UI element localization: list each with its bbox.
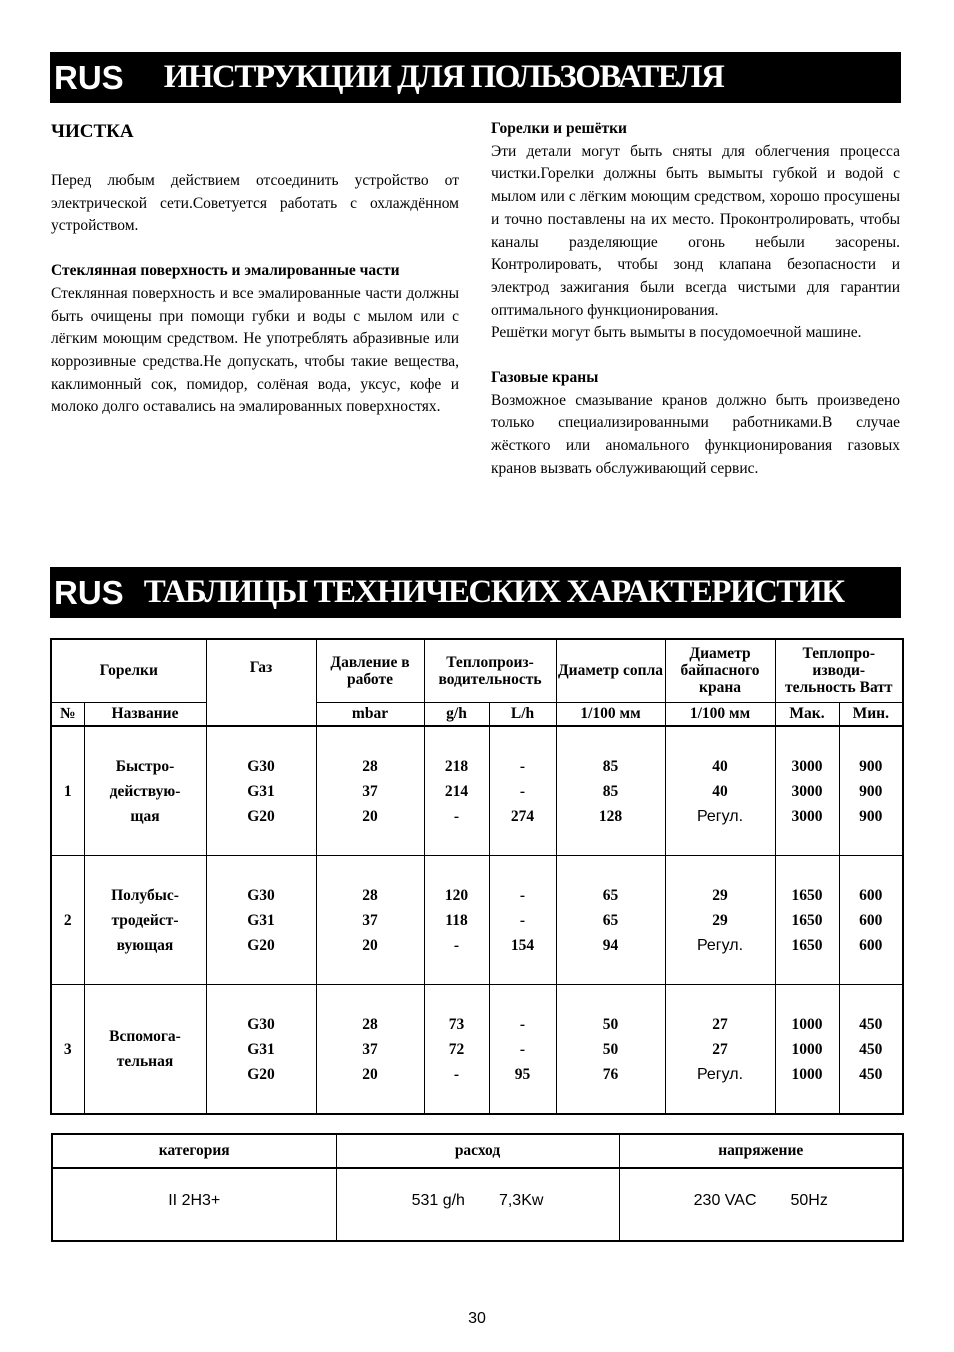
cell-nozzle-line: 76 bbox=[602, 1065, 619, 1083]
cell-max-line: 1650 bbox=[791, 911, 823, 929]
cell-pressure-line: 28 bbox=[362, 757, 378, 775]
voltage-value bbox=[619, 1168, 903, 1241]
cell-nozzle bbox=[556, 726, 665, 856]
cell-bypass bbox=[665, 856, 775, 985]
cell-max bbox=[775, 726, 839, 856]
cell-bypass-line: 29 bbox=[712, 886, 728, 904]
cell-lh bbox=[489, 726, 556, 856]
cell-gh-line: 72 bbox=[448, 1040, 465, 1058]
cell-lh-line: 274 bbox=[510, 807, 535, 825]
cell-gh-line: - bbox=[453, 1065, 460, 1083]
cell-gas bbox=[206, 856, 316, 985]
cell-lh-line: - bbox=[519, 757, 526, 775]
cell-nozzle-line: 128 bbox=[598, 807, 623, 825]
frequency: 50Hz bbox=[790, 1192, 828, 1209]
cell-nozzle-line: 50 bbox=[602, 1015, 619, 1033]
cell-gas-line: G20 bbox=[247, 807, 275, 825]
cell-gh-line: - bbox=[453, 807, 460, 825]
cell-gas-line: G30 bbox=[247, 757, 275, 775]
cell-bypass-line: 40 bbox=[712, 782, 728, 800]
cell-min bbox=[839, 726, 903, 856]
cell-lh bbox=[489, 856, 556, 985]
header-min: Мин. bbox=[839, 702, 903, 726]
cell-nozzle bbox=[556, 856, 665, 985]
cell-pressure-line: 20 bbox=[362, 1065, 378, 1083]
cell-name bbox=[84, 726, 206, 856]
cell-gas bbox=[206, 726, 316, 856]
category-value: II 2H3+ bbox=[52, 1168, 336, 1241]
header-nozzle-unit: 1/100 мм bbox=[556, 702, 665, 726]
table-row bbox=[51, 726, 903, 856]
cell-max-line: 3000 bbox=[791, 757, 823, 775]
header-max: Мак. bbox=[775, 702, 839, 726]
cell-lh-line: - bbox=[519, 1015, 526, 1033]
cell-min-line: 450 bbox=[859, 1015, 883, 1033]
cell-name-line: тельная bbox=[116, 1053, 174, 1070]
cell-bypass-line: 27 bbox=[712, 1040, 728, 1058]
cell-min-line: 600 bbox=[859, 886, 883, 904]
cell-nozzle-line: 94 bbox=[602, 936, 619, 954]
cell-name-line: вующая bbox=[116, 936, 174, 954]
cell-name-line: Полубыс- bbox=[111, 886, 179, 904]
cell-bypass-line: 40 bbox=[712, 757, 728, 775]
cell-min-line: 600 bbox=[859, 911, 883, 929]
cell-nozzle-line: 65 bbox=[602, 911, 619, 929]
consumption-kw: 7,3Kw bbox=[498, 1192, 544, 1209]
header-nozzle: Диаметр сопла bbox=[556, 639, 665, 702]
taps-text: Возможное смазывание кранов должно быть произведено только специализированными работниками.В случае жёсткого или аномального функционирования газовых кранов вызвать обслуживающий сервис. bbox=[491, 391, 900, 477]
page-number: 30 bbox=[468, 1310, 486, 1327]
cell-pressure-line: 20 bbox=[362, 807, 378, 825]
cell-pressure-line: 37 bbox=[362, 782, 378, 800]
header-power: Теплопро- изводи- тельность Ватт bbox=[775, 639, 903, 702]
cell-min-line: 600 bbox=[859, 936, 883, 954]
cell-pressure bbox=[316, 726, 424, 856]
table-row bbox=[51, 856, 903, 985]
glass-text: Стеклянная поверхность и все эмалированные части должны быть очищены при помощи губки и воды с мылом или с лёгким моющим средством. Не употреблять абразивные или коррозивные средства.Не допускать, чтобы такие вещества, каклимонный сок, помидор, солёная вода, уксус, кофе и молоко долго оставались на эмалированных поверхностях. bbox=[51, 284, 459, 416]
cell-lh-line: - bbox=[519, 782, 526, 800]
cell-pressure bbox=[316, 985, 424, 1115]
cell-min-line: 900 bbox=[859, 782, 883, 800]
taps-heading: Газовые краны bbox=[491, 369, 599, 387]
cell-min bbox=[839, 985, 903, 1115]
section-title: ТАБЛИЦЫ ТЕХНИЧЕСКИХ ХАРАКТЕРИСТИК bbox=[143, 574, 844, 610]
cell-min-line: 900 bbox=[859, 807, 883, 825]
cleaning-intro: Перед любым действием отсоединить устройство от электрической сети.Советуется работать с охлаждённом устройством. bbox=[51, 172, 459, 235]
cell-pressure-line: 28 bbox=[362, 1015, 378, 1033]
cell-pressure-line: 37 bbox=[362, 1040, 378, 1058]
cell-bypass-line: Регул. bbox=[696, 936, 744, 954]
cell-lh-line: 154 bbox=[510, 936, 535, 954]
language-code: RUS bbox=[54, 58, 124, 96]
cell-gas-line: G31 bbox=[247, 782, 275, 800]
cell-max-line: 3000 bbox=[791, 782, 823, 800]
cell-name-line: Быстро- bbox=[115, 757, 175, 775]
cell-lh-line: - bbox=[519, 1040, 526, 1058]
header-thermal: Теплопроиз- водительность bbox=[424, 639, 556, 702]
cell-bypass-line: Регул. bbox=[696, 807, 744, 825]
cell-name-line: действую- bbox=[109, 782, 181, 800]
header-num: № bbox=[51, 702, 84, 726]
burners-heading: Горелки и решётки bbox=[491, 120, 627, 137]
cell-name bbox=[84, 856, 206, 985]
cell-lh-line: 95 bbox=[514, 1065, 531, 1083]
cell-gas-line: G30 bbox=[247, 886, 275, 904]
header-pressure: Давление в работе bbox=[316, 639, 424, 702]
section-title: ИНСТРУКЦИИ ДЛЯ ПОЛЬЗОВАТЕЛЯ bbox=[163, 59, 724, 95]
cell-max bbox=[775, 985, 839, 1115]
cell-name-line: тродейст- bbox=[111, 911, 179, 929]
cleaning-heading: ЧИСТКА bbox=[51, 121, 134, 142]
cleaning-right-column bbox=[491, 118, 900, 481]
cell-gas-line: G20 bbox=[247, 1065, 275, 1083]
header-mbar: mbar bbox=[316, 702, 424, 726]
glass-heading: Стеклянная поверхность и эмалированные части bbox=[51, 262, 400, 280]
cell-name bbox=[84, 985, 206, 1115]
header-lh: L/h bbox=[489, 702, 556, 726]
consumption-header: расход bbox=[336, 1134, 619, 1168]
cell-max bbox=[775, 856, 839, 985]
burners-text: Эти детали могут быть сняты для облегчения процесса чистки.Горелки должны быть вымыты губкой и водой с мылом или с лёгким моющим средством, хорошо просушены и точно поставлены на их место. Проконтролировать, чтобы каналы разделяющие огонь небыли засорены. Контролировать, чтобы зонд клапана безопасности и электрод зажигания были всегда чистыми для гарантии оптимального функционирования. bbox=[491, 142, 900, 319]
cell-pressure-line: 20 bbox=[362, 936, 378, 954]
cell-nozzle-line: 65 bbox=[602, 886, 619, 904]
cell-min-line: 450 bbox=[859, 1065, 883, 1083]
cell-num: 3 bbox=[51, 985, 84, 1115]
cell-max-line: 1000 bbox=[791, 1040, 823, 1058]
cell-name-line: Вспомога- bbox=[109, 1028, 181, 1045]
header-bypass-unit: 1/100 мм bbox=[665, 702, 775, 726]
cell-max-line: 1650 bbox=[791, 886, 823, 904]
cell-gh-line: 120 bbox=[444, 886, 469, 904]
cell-gh-line: 73 bbox=[448, 1015, 465, 1033]
cell-lh bbox=[489, 985, 556, 1115]
cell-bypass bbox=[665, 726, 775, 856]
cell-num: 1 bbox=[51, 726, 84, 856]
category-header: категория bbox=[52, 1134, 336, 1168]
consumption-value bbox=[336, 1168, 619, 1241]
cell-gh-line: - bbox=[453, 936, 460, 954]
cell-gh bbox=[424, 726, 489, 856]
voltage-header: напряжение bbox=[619, 1134, 903, 1168]
cell-gh-line: 214 bbox=[444, 782, 469, 800]
language-code: RUS bbox=[54, 573, 124, 611]
cell-lh-line: - bbox=[519, 886, 526, 904]
cell-gas-line: G31 bbox=[247, 911, 275, 929]
cell-nozzle-line: 85 bbox=[602, 782, 619, 800]
cell-min bbox=[839, 856, 903, 985]
cell-lh-line: - bbox=[519, 911, 526, 929]
cell-bypass-line: 29 bbox=[712, 911, 728, 929]
cell-pressure-line: 28 bbox=[362, 886, 378, 904]
header-gh: g/h bbox=[424, 702, 489, 726]
consumption-gh: 531 g/h bbox=[411, 1192, 465, 1209]
cell-pressure-line: 37 bbox=[362, 911, 378, 929]
cell-bypass-line: 27 bbox=[712, 1015, 728, 1033]
cell-name-line: щая bbox=[130, 807, 160, 825]
table-row bbox=[51, 985, 903, 1115]
header-bypass: Диаметр байпасного крана bbox=[665, 639, 775, 702]
cell-max-line: 3000 bbox=[791, 807, 823, 825]
cell-max-line: 1000 bbox=[791, 1015, 823, 1033]
summary-table bbox=[51, 1133, 904, 1242]
cell-num: 2 bbox=[51, 856, 84, 985]
spec-table bbox=[50, 638, 904, 1115]
header-gas: Газ bbox=[206, 639, 316, 726]
cell-nozzle-line: 50 bbox=[602, 1040, 619, 1058]
tables-banner bbox=[50, 567, 901, 618]
cell-min-line: 450 bbox=[859, 1040, 883, 1058]
cell-gh bbox=[424, 856, 489, 985]
cell-gh bbox=[424, 985, 489, 1115]
cell-pressure bbox=[316, 856, 424, 985]
grids-text: Решётки могут быть вымыты в посудомоечной машине. bbox=[491, 324, 862, 342]
cell-gas-line: G30 bbox=[247, 1015, 275, 1033]
cell-gas-line: G20 bbox=[247, 936, 275, 954]
cell-bypass-line: Регул. bbox=[696, 1065, 744, 1083]
cell-gas-line: G31 bbox=[247, 1040, 275, 1058]
cell-nozzle-line: 85 bbox=[602, 757, 619, 775]
header-burners: Горелки bbox=[51, 639, 206, 702]
cleaning-left-column bbox=[51, 118, 459, 419]
cell-nozzle bbox=[556, 985, 665, 1115]
cell-min-line: 900 bbox=[859, 757, 883, 775]
cell-max-line: 1650 bbox=[791, 936, 823, 954]
cell-gh-line: 218 bbox=[444, 757, 469, 775]
instructions-banner bbox=[50, 52, 901, 103]
cell-gh-line: 118 bbox=[445, 911, 468, 929]
voltage: 230 VAC bbox=[693, 1192, 757, 1209]
header-name: Название bbox=[84, 702, 206, 726]
cell-max-line: 1000 bbox=[791, 1065, 823, 1083]
cell-gas bbox=[206, 985, 316, 1115]
cell-bypass bbox=[665, 985, 775, 1115]
